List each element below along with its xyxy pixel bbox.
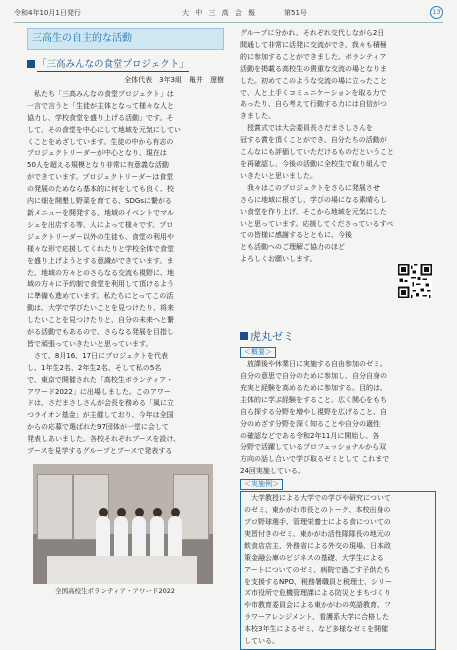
examples-body (244, 493, 432, 648)
text-line: 的に参加することができました。ボランティア (240, 52, 387, 61)
text-line: 一言で言うと「生徒が主体となって様々な人と (27, 101, 174, 110)
group-photo (33, 464, 213, 584)
article-body-continued (240, 28, 436, 266)
header-rule (14, 22, 443, 23)
section-heading-toramaru (240, 330, 436, 344)
qr-code-icon[interactable] (398, 264, 432, 298)
text-line: 大学教授による大学での学びや研究について (244, 494, 391, 503)
text-line: 間通して非常に活発に交流ができ、我々も積極 (240, 40, 387, 49)
text-line: 策金融公庫のビジネスの基礎、大学生による (244, 553, 384, 562)
text-line: 発表しあいました。各校それぞれブースを設け、 (27, 435, 181, 444)
overview-body (240, 359, 436, 478)
text-line: や市教育委員会による東かがわの英語教育、フ (244, 601, 391, 610)
text-line: からの応募で選ばれた97団体が一堂に会して (27, 423, 169, 432)
section-heading-text: 虎丸ゼミ (250, 330, 294, 344)
text-line: で、人と上手くコミュニケーションを取る力で (240, 88, 387, 97)
text-line: 動は、大学で学びたいことを見つけたり、将来 (27, 304, 174, 313)
text-line: の確認などである令和2年11月に開始し、各 (240, 431, 380, 440)
text-line: 50人を超える規模となり非常に有意義な活動 (27, 161, 169, 170)
text-line: 私たち「三高みんなの食堂プロジェクト」は (27, 89, 174, 98)
text-line: とも活動へのご理解ご協力のほど (240, 243, 345, 252)
article-byline: 全体代表 3年3組 亀井 遼樹 (124, 76, 224, 84)
newsletter-title: 大 中 三 高 会 報 (182, 9, 258, 17)
article-body (27, 89, 224, 458)
text-line: を再確認し、今後の活動に全校生で取り組んで (240, 159, 387, 168)
text-line: いと思っています。応援してくださっているすべ (240, 219, 394, 228)
page-header (14, 6, 443, 20)
text-line: 域の方々に予約制で食堂を利用して頂けるよう (27, 280, 174, 289)
text-line: 内に畑を開墾し野菜を育てる、SDGsに繋がる (27, 197, 172, 206)
text-line: がる活動でもあるので、さらなる発展を目指し (27, 328, 174, 337)
right-column (240, 28, 436, 650)
text-line: 飲食店店主、外務省による外交の現場、日本政 (244, 541, 391, 550)
text-line: シェを出店する等、人によって様々です。プロ (27, 220, 174, 229)
text-line: 自分の意思で自分のために参加し、自分自身の (240, 372, 387, 381)
photo-caption: 全国高校生ボランティア・アワード2022 (55, 587, 176, 595)
examples-tag: ＜実施例＞ (240, 479, 283, 490)
text-line: た、地域の方々とのさらなる交流も視野に、地 (27, 268, 174, 277)
text-line: いきたいと思いました。 (240, 171, 317, 180)
text-line: の発展のためなら基本的に何をしても良く、校 (27, 185, 174, 194)
examples-box (240, 491, 436, 650)
text-line: ジェクトリーダー以外の生徒も、食堂の利用や (27, 232, 174, 241)
text-line: さらに地域に根ざし、学びの場になる素晴らし (240, 195, 387, 204)
left-column (27, 28, 224, 598)
text-line: 活動を掲載る高校生の貴重な交流の場となりま (240, 64, 387, 73)
text-line: 分野で活躍しているプロフェッショナルから双 (240, 443, 387, 452)
text-line: ズ市役所で危機管理課による防災とまちづくり (244, 589, 391, 598)
text-line: 主体的に学ぶ経験をすること、広く関心をもち (240, 395, 387, 404)
text-line: 24回実施している。 (240, 467, 305, 476)
text-line: したいことを見つけたりと、自分の未来へと繋 (27, 316, 174, 325)
text-line: 授賞式では大会委員長さだまさしさんを (240, 124, 373, 133)
text-line: さて、8月16、17日にプロジェクトを代表 (27, 351, 168, 360)
text-line: 我々はこのプロジェクトをさらに発展させ (240, 183, 380, 192)
text-line: 協力し、学校食堂を盛り上げる活動」です。そ (27, 113, 174, 122)
square-bullet-icon (240, 332, 248, 340)
square-bullet-icon (27, 60, 35, 68)
text-line: グループに分かれ、それぞれ交代しながら2日 (240, 29, 385, 37)
text-line: し、1年生2名、2年生2名、そして私の5名 (27, 363, 162, 372)
qr-area (240, 266, 436, 324)
section-banner: 三高生の自主的な活動 (27, 28, 224, 50)
article-heading (27, 58, 224, 72)
page-number: 13 (430, 6, 443, 19)
text-line: プロ野球選手、管理栄養士による食についての (244, 518, 391, 526)
text-line: ラワーアレンジメント、看護系大学に合格した (244, 613, 390, 622)
text-line: こんなにも評価していただけるものだということ (240, 148, 394, 157)
text-line: 自ら探する分野を増やし視野を広げること、自 (240, 407, 387, 416)
text-line: 方向の話し合いで学び取るゼミとして これまで (240, 455, 390, 464)
text-line: を盛り上げようとする意識ができています。ま (27, 256, 174, 265)
text-line: のゼミ、東かがわ市長とのトーク、本校出身の (244, 506, 391, 515)
text-line: よろしくお願いします。 (240, 255, 317, 264)
text-line: アワード2022」に出場しました。このアワー (27, 387, 171, 396)
text-line: 様々な形で応援してくれたりと学校全体で食堂 (27, 244, 174, 253)
text-line: 冠する賞を頂くことができ、自分たちの活動が (240, 136, 387, 145)
text-line: 本校3年生によるゼミ、など多様なゼミを開催 (244, 625, 389, 634)
text-line: ができています。プロジェクトリーダーは食堂 (27, 173, 174, 182)
text-line: して、その食堂を中心にして地域を元気にしてい (27, 125, 181, 134)
text-line: アートについてのゼミ、病院で過ごす子供たち (244, 565, 391, 574)
text-line: つライオン基金」が主催しており、今年は全国 (27, 411, 174, 420)
text-line: ドは、さだまさしさんが会長を務める「風に立 (27, 399, 174, 408)
text-line: している。 (244, 637, 279, 646)
text-line: い食堂を作り上げ、そこから地域を元気にした (240, 207, 387, 216)
text-line: 充実と経験を高めるために参加する。目的は、 (240, 383, 387, 392)
text-line: 分のめざす分野を深く知ることや自分の適性 (240, 419, 380, 428)
text-line: した。初めてこのような交流の場に立ったこと (240, 76, 387, 85)
text-line: あったり、自ら考えて行動する力には自信がつ (240, 100, 387, 109)
text-line: 新メニューを開発する、地域のイベントでマル (27, 208, 174, 217)
text-line: ての皆様に感謝するとともに、今後 (240, 231, 352, 240)
text-line: を支援するNPO、税務署職員と税理士、シリー (244, 577, 392, 586)
issue-number: 第51号 (284, 9, 307, 17)
text-line: プロジェクトリーダーが中心となり、現在は (27, 149, 167, 158)
article-heading-text: 「三高みんなの食堂プロジェクト」 (37, 59, 189, 70)
overview-tag: ＜概要＞ (240, 347, 276, 358)
issue-date: 令和4年10月1日発行 (14, 9, 81, 17)
text-line: くことをめざしています。生徒の中から有志の (27, 137, 174, 146)
text-line: 放課後や休業日に実施する自由参加のゼミ。 (240, 360, 387, 369)
text-line: 実習付きのゼミ、東かがわ活性隊隊長の地元の (244, 529, 391, 538)
text-line: ブースを見学するグループとブースで発表する (27, 447, 173, 456)
text-line: で、東京で開催された「高校生ボランティア・ (27, 375, 174, 384)
text-line: に準備も進めています。私たちにとってこの活 (27, 292, 174, 301)
text-line: きました。 (240, 112, 275, 121)
text-line: 皆で頑張っていきたいと思っています。 (27, 339, 153, 348)
